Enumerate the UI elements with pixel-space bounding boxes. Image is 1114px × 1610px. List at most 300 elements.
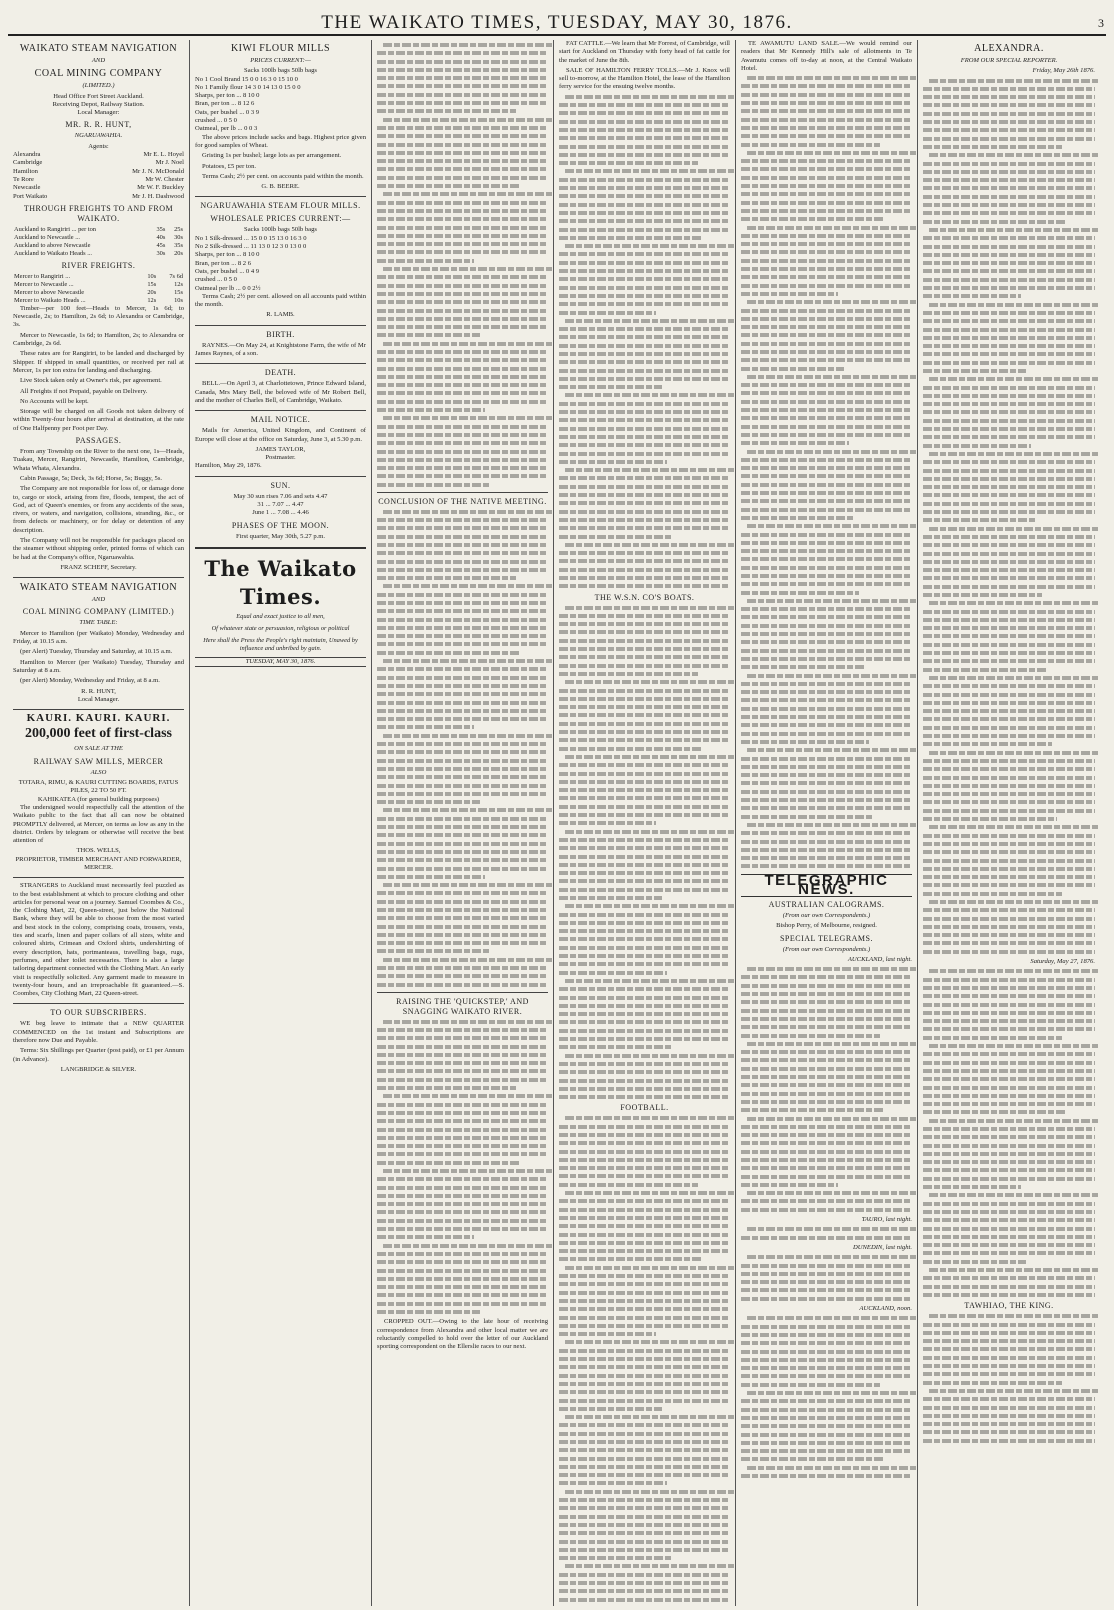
text-line bbox=[747, 1255, 918, 1259]
text-line bbox=[741, 773, 912, 777]
text-line bbox=[377, 1086, 516, 1090]
text-line bbox=[923, 1135, 1095, 1139]
text-line bbox=[377, 1061, 548, 1065]
text-line bbox=[559, 1199, 730, 1203]
ad-town: NGARUAWAHIA. bbox=[74, 132, 123, 140]
text-line bbox=[559, 1029, 730, 1033]
text-line bbox=[741, 1474, 912, 1478]
tawhiao-heading: TAWHIAO, THE KING. bbox=[964, 1301, 1054, 1311]
text-line bbox=[741, 1141, 912, 1145]
text-line bbox=[923, 859, 1095, 863]
text-line bbox=[923, 585, 1095, 589]
motto-verse: Here shall the Press the People's right maintain, Unawed by influence and unbribed by gain. bbox=[203, 636, 358, 652]
text-line bbox=[741, 1288, 912, 1292]
ferry-sale-note: SALE OF HAMILTON FERRY TOLLS.—Mr J. Knox will sell to-morrow, at the Hamilton Hotel, the lease of the Hamilton ferry service for the ensuing twelve months. bbox=[559, 66, 730, 91]
ngaruawahia-terms: Terms Cash; 2½ per cent. allowed on all accounts paid within the month. bbox=[195, 292, 366, 309]
kauri-sale: ON SALE AT THE bbox=[74, 745, 123, 753]
masthead bbox=[8, 6, 1106, 36]
text-line bbox=[741, 566, 912, 570]
text-line bbox=[923, 178, 1095, 182]
text-line bbox=[559, 518, 730, 522]
text-line bbox=[377, 1235, 474, 1239]
text-line bbox=[923, 1293, 1095, 1297]
bishop-note: Bishop Perry, of Melbourne, resigned. bbox=[776, 922, 877, 930]
timber-note-2: Mercer to Newcastle, 1s 6d; to Hamilton, 2s; to Alexandra or Cambridge, 2s 6d. bbox=[13, 331, 184, 348]
text-line bbox=[741, 665, 864, 669]
text-line bbox=[929, 228, 1100, 232]
text-line bbox=[923, 286, 1095, 290]
text-line bbox=[923, 1027, 1095, 1031]
text-line bbox=[923, 269, 1095, 273]
text-line bbox=[923, 186, 1095, 190]
text-line bbox=[377, 300, 548, 304]
text-line bbox=[559, 1257, 703, 1261]
text-line bbox=[377, 825, 548, 829]
text-line bbox=[923, 842, 1095, 846]
text-line bbox=[747, 823, 918, 827]
text-line bbox=[559, 1216, 730, 1220]
text-line bbox=[741, 1374, 912, 1378]
text-line bbox=[923, 817, 1057, 821]
text-line bbox=[747, 1191, 918, 1195]
death-notice: BELL.—On April 3, at Charlottetown, Prince Edward Island, Canada, Mrs Mary Bell, the beloved wife of Mr Robert Bell, and the mother of Charles Bell, of Cambridge, Waikato. bbox=[195, 380, 366, 404]
text-line bbox=[923, 726, 1095, 730]
column-5 bbox=[736, 40, 918, 1606]
text-line bbox=[741, 1108, 885, 1112]
text-line bbox=[923, 1102, 1095, 1106]
timetable-line: Hamilton to Mercer (per Waikato) Tuesday, Thursday and Saturday at 8 a.m. bbox=[13, 658, 184, 674]
text-line bbox=[741, 1416, 912, 1420]
text-line bbox=[923, 1251, 1095, 1255]
text-line bbox=[741, 723, 912, 727]
text-line bbox=[923, 1077, 1095, 1081]
kiwi-price-line: Sharps, per ton ... 8 10 0 bbox=[195, 92, 260, 100]
text-line bbox=[741, 1000, 912, 1004]
text-line bbox=[923, 994, 1095, 998]
text-line bbox=[741, 333, 912, 337]
text-line bbox=[559, 763, 730, 767]
text-line bbox=[923, 1347, 1095, 1351]
text-line bbox=[377, 568, 548, 572]
dateline: Friday, May 26th 1876. bbox=[1032, 67, 1095, 75]
ad2-heading: WAIKATO STEAM NAVIGATION bbox=[19, 582, 178, 594]
text-line bbox=[377, 1144, 548, 1148]
text-line bbox=[923, 211, 1095, 215]
text-line bbox=[741, 458, 912, 462]
text-line bbox=[559, 236, 703, 240]
ad2-and: AND bbox=[91, 596, 106, 604]
subscribers-terms: Terms: Six Shillings per Quarter (post paid), or £1 per Annum (in Advance). bbox=[13, 1047, 184, 1063]
text-line bbox=[559, 738, 730, 742]
text-line bbox=[741, 317, 912, 321]
ngaruawahia-sign: R. LAMB. bbox=[266, 311, 295, 319]
sun-line: 31 ... 7.07 ... 4.47 bbox=[257, 500, 304, 508]
text-line bbox=[741, 1449, 912, 1453]
text-line bbox=[741, 84, 912, 88]
table-row: Mercer to Waikato Heads ... 12s 10s bbox=[14, 296, 183, 304]
text-line bbox=[923, 668, 1047, 672]
text-line bbox=[383, 192, 554, 196]
local-news bbox=[559, 95, 730, 589]
text-line bbox=[377, 400, 548, 404]
text-line bbox=[559, 1390, 730, 1394]
text-line bbox=[565, 169, 736, 173]
text-line bbox=[923, 1069, 1095, 1073]
text-line bbox=[741, 582, 912, 586]
text-line bbox=[559, 772, 730, 776]
text-line bbox=[377, 1045, 548, 1049]
text-line bbox=[559, 335, 730, 339]
text-line bbox=[747, 375, 918, 379]
kiwi-terms: Terms Cash; 2½ per cent. on accounts paid within the month. bbox=[202, 172, 364, 180]
motto-line: Of whatever state or persuasion, religious or political bbox=[211, 624, 350, 632]
text-line bbox=[923, 1406, 1095, 1410]
text-line bbox=[559, 153, 730, 157]
text-line bbox=[741, 1083, 912, 1087]
text-line bbox=[741, 1341, 912, 1345]
storage-note: Storage will be charged on all Goods not taken delivery of within Twenty-four hours after arrival at destination, at the rate of One Halfpenny per Foot per Day. bbox=[13, 408, 184, 432]
ad-office: Head Office Fort Street Auckland. bbox=[53, 92, 144, 100]
text-line bbox=[559, 568, 730, 572]
text-line bbox=[377, 333, 480, 337]
text-line bbox=[741, 1183, 838, 1187]
raising-heading: RAISING THE 'QUICKSTEP,' AND SNAGGING WAIKATO RIVER. bbox=[396, 996, 529, 1016]
river-heading: RIVER FREIGHTS. bbox=[61, 260, 136, 270]
text-line bbox=[559, 1150, 730, 1154]
text-line bbox=[377, 1069, 548, 1073]
text-line bbox=[377, 184, 521, 188]
text-line bbox=[559, 1349, 730, 1353]
text-line bbox=[559, 888, 730, 892]
text-line bbox=[559, 655, 730, 659]
text-line bbox=[377, 676, 548, 680]
text-line bbox=[377, 201, 548, 205]
text-line bbox=[741, 176, 912, 180]
text-line bbox=[741, 184, 912, 188]
text-line bbox=[923, 1086, 1095, 1090]
text-line bbox=[565, 606, 736, 610]
text-line bbox=[929, 1193, 1100, 1197]
text-line bbox=[741, 815, 874, 819]
text-line bbox=[559, 1307, 730, 1311]
text-line bbox=[923, 784, 1095, 788]
liability-note: The Company are not responsible for loss of, or damage done to, cargo or stock, arising from fire, floods, tempest, the act of God, act of Queen's enemies, or from any accidents of the seas, rivers, or waters, and navigation, collisions, stranding, &c., or from defects or machinery, or for delay or detention of any description. bbox=[13, 485, 184, 534]
text-line bbox=[377, 1078, 548, 1082]
text-line bbox=[559, 551, 730, 555]
telegrams-body-4 bbox=[741, 1316, 912, 1478]
text-line bbox=[377, 1111, 548, 1115]
text-line bbox=[377, 1161, 521, 1165]
wholesale-line: No 1 Silk-dressed ... 15 0 0 15 13 0 16 3 0 bbox=[195, 234, 307, 242]
passages-heading: PASSAGES. bbox=[75, 436, 122, 446]
text-line bbox=[559, 145, 730, 149]
text-line bbox=[923, 1160, 1095, 1164]
alexandra-heading: ALEXANDRA. bbox=[974, 43, 1044, 54]
table-row: Auckland to Newcastle ... 40s 30s bbox=[14, 233, 183, 241]
text-line bbox=[559, 1037, 730, 1041]
text-line bbox=[923, 1202, 1095, 1206]
text-line bbox=[741, 1075, 912, 1079]
text-line bbox=[559, 526, 730, 530]
text-line bbox=[377, 1053, 548, 1057]
text-line bbox=[377, 535, 548, 539]
text-line bbox=[741, 690, 912, 694]
text-line bbox=[377, 1136, 548, 1140]
text-line bbox=[559, 327, 730, 331]
divider bbox=[195, 476, 366, 477]
text-line bbox=[923, 95, 1095, 99]
text-line bbox=[559, 1365, 730, 1369]
ngaruawahia-heading: NGARUAWAHIA STEAM FLOUR MILLS. bbox=[200, 201, 361, 211]
cabin-passage: Cabin Passage, 5s; Deck, 3s 6d; Horse, 5s; Buggy, 5s. bbox=[20, 474, 163, 482]
text-line bbox=[377, 626, 548, 630]
mail-sign: JAMES TAYLOR, bbox=[255, 445, 306, 453]
text-line bbox=[923, 618, 1095, 622]
text-line bbox=[923, 1061, 1095, 1065]
text-line bbox=[741, 1092, 912, 1096]
timetable-heading: TIME TABLE: bbox=[79, 619, 118, 627]
ad2-sign: R. R. HUNT, bbox=[81, 687, 116, 695]
text-line bbox=[741, 159, 912, 163]
timber-note: Timber—per 100 feet—Heads to Mercer, 1s 6d; to Newcastle, 2s; to Hamilton, 2s 6d; to Alexandra or Cambridge, 3s. bbox=[13, 304, 184, 329]
text-line bbox=[377, 68, 548, 72]
text-line bbox=[741, 840, 912, 844]
text-line bbox=[565, 904, 736, 908]
text-line bbox=[929, 1119, 1100, 1123]
text-line bbox=[741, 433, 912, 437]
text-line bbox=[377, 1194, 548, 1198]
text-line bbox=[377, 325, 548, 329]
kauri-heading: KAURI. KAURI. KAURI. bbox=[26, 712, 171, 725]
text-line bbox=[741, 1433, 912, 1437]
text-line bbox=[377, 234, 548, 238]
text-line bbox=[559, 855, 730, 859]
wholesale-line: Sharps, per ton ... 8 10 0 bbox=[195, 251, 260, 259]
text-line bbox=[923, 1285, 1095, 1289]
column-2 bbox=[190, 40, 372, 1606]
text-line bbox=[923, 1430, 1095, 1434]
kiwi-mills-heading: KIWI FLOUR MILLS bbox=[230, 43, 331, 54]
text-line bbox=[559, 1012, 730, 1016]
text-line bbox=[741, 350, 912, 354]
text-line bbox=[565, 1191, 736, 1195]
text-line bbox=[377, 391, 548, 395]
text-line bbox=[923, 427, 1095, 431]
text-line bbox=[741, 309, 912, 313]
text-line bbox=[923, 162, 1095, 166]
text-line bbox=[559, 971, 667, 975]
text-line bbox=[923, 552, 1095, 556]
text-line bbox=[377, 1210, 548, 1214]
text-line bbox=[559, 1020, 730, 1024]
text-line bbox=[923, 1036, 1062, 1040]
text-line bbox=[559, 1515, 730, 1519]
text-line bbox=[923, 908, 1095, 912]
columns bbox=[8, 40, 1106, 1606]
text-line bbox=[559, 476, 730, 480]
text-line bbox=[559, 614, 730, 618]
text-line bbox=[741, 591, 859, 595]
text-line bbox=[559, 228, 730, 232]
text-line bbox=[923, 195, 1095, 199]
text-line bbox=[923, 328, 1095, 332]
text-line bbox=[923, 1185, 1021, 1189]
text-line bbox=[383, 808, 554, 812]
text-line bbox=[377, 742, 548, 746]
text-line bbox=[559, 987, 730, 991]
col1-sign: LANGBRIDGE & SILVER. bbox=[60, 1065, 137, 1073]
text-line bbox=[923, 410, 1095, 414]
divider bbox=[377, 992, 548, 993]
text-line bbox=[377, 750, 548, 754]
text-line bbox=[747, 967, 918, 971]
text-line bbox=[923, 1276, 1095, 1280]
text-line bbox=[383, 958, 554, 962]
text-line bbox=[559, 1506, 730, 1510]
text-line bbox=[929, 1389, 1100, 1393]
ad-secretary: FRANZ SCHEFF, Secretary. bbox=[60, 563, 137, 571]
text-line bbox=[923, 1144, 1095, 1148]
potatoes: Potatoes, £5 per ton. bbox=[202, 162, 257, 170]
wholesale-line: Bran, per ton ... 8 2 6 bbox=[195, 259, 252, 267]
text-line bbox=[923, 1094, 1095, 1098]
text-line bbox=[559, 1070, 730, 1074]
text-line bbox=[741, 1133, 912, 1137]
kahikatea: KAHIKATEA (for general building purposes) bbox=[37, 795, 160, 803]
text-line bbox=[741, 1383, 880, 1387]
text-line bbox=[923, 1235, 1095, 1239]
text-line bbox=[565, 979, 736, 983]
text-line bbox=[923, 145, 1062, 149]
text-line bbox=[559, 219, 730, 223]
text-line bbox=[923, 776, 1095, 780]
conclusion-body bbox=[377, 510, 548, 987]
divider bbox=[13, 577, 184, 578]
text-line bbox=[559, 369, 730, 373]
text-line bbox=[377, 292, 548, 296]
text-line bbox=[923, 709, 1095, 713]
text-line bbox=[559, 1581, 730, 1585]
text-line bbox=[377, 609, 548, 613]
alexandra-body-2 bbox=[923, 969, 1095, 1297]
text-line bbox=[559, 1531, 730, 1535]
text-line bbox=[383, 659, 554, 663]
divider bbox=[195, 547, 366, 549]
text-line bbox=[741, 483, 912, 487]
newspaper-nameplate: The Waikato Times. bbox=[204, 555, 357, 609]
text-line bbox=[377, 701, 548, 705]
text-line bbox=[923, 1127, 1095, 1131]
text-line bbox=[559, 1448, 730, 1452]
text-line bbox=[741, 1199, 912, 1203]
text-line bbox=[923, 460, 1095, 464]
ad-manager-label: Local Manager: bbox=[77, 109, 120, 117]
text-line bbox=[559, 1141, 730, 1145]
text-line bbox=[923, 892, 1062, 896]
text-line bbox=[377, 684, 548, 688]
kiwi-price-line: Oats, per bushel ... 0 3 9 bbox=[195, 108, 260, 116]
text-line bbox=[559, 269, 730, 273]
text-line bbox=[377, 576, 516, 580]
text-line bbox=[741, 765, 912, 769]
text-line bbox=[741, 416, 912, 420]
text-line bbox=[923, 518, 1037, 522]
text-line bbox=[377, 526, 548, 530]
sun-line: June 1 ... 7.08 ... 4.46 bbox=[252, 509, 309, 517]
kiwi-price-line: No 1 Cool Brand 15 0 0 16 3 0 15 10 0 bbox=[195, 75, 298, 83]
text-line bbox=[559, 277, 730, 281]
text-line bbox=[559, 1598, 730, 1602]
text-line bbox=[929, 527, 1100, 531]
text-line bbox=[559, 1324, 730, 1328]
text-line bbox=[565, 1564, 736, 1568]
text-line bbox=[741, 781, 912, 785]
text-line bbox=[923, 978, 1095, 982]
text-line bbox=[923, 1052, 1095, 1056]
text-line bbox=[559, 730, 730, 734]
text-line bbox=[923, 1011, 1095, 1015]
text-line bbox=[741, 831, 912, 835]
text-line bbox=[741, 292, 838, 296]
special-heading: SPECIAL TELEGRAMS. bbox=[779, 933, 873, 943]
text-line bbox=[741, 1158, 912, 1162]
text-line bbox=[383, 1169, 554, 1173]
text-line bbox=[383, 267, 554, 271]
text-line bbox=[741, 391, 912, 395]
text-line bbox=[377, 309, 548, 313]
text-line bbox=[559, 128, 730, 132]
text-line bbox=[377, 842, 548, 846]
text-line bbox=[747, 524, 918, 528]
text-line bbox=[923, 1227, 1095, 1231]
text-line bbox=[565, 1266, 736, 1270]
text-line bbox=[377, 900, 548, 904]
text-line bbox=[741, 1236, 912, 1240]
text-line bbox=[741, 1025, 912, 1029]
text-line bbox=[383, 1094, 554, 1098]
text-line bbox=[741, 408, 912, 412]
text-line bbox=[923, 684, 1095, 688]
text-line bbox=[741, 1100, 912, 1104]
text-line bbox=[377, 259, 474, 263]
text-line bbox=[923, 1372, 1095, 1376]
text-line bbox=[559, 622, 730, 626]
text-line bbox=[923, 278, 1095, 282]
text-line bbox=[741, 242, 912, 246]
text-line bbox=[929, 825, 1100, 829]
text-line bbox=[923, 867, 1095, 871]
text-line bbox=[377, 441, 548, 445]
text-line bbox=[559, 937, 730, 941]
text-line bbox=[559, 838, 730, 842]
text-line bbox=[377, 1310, 480, 1314]
text-line bbox=[377, 1177, 548, 1181]
divider bbox=[195, 196, 366, 197]
text-line bbox=[377, 51, 548, 55]
text-line bbox=[923, 593, 1042, 597]
text-line bbox=[559, 1382, 730, 1386]
text-line bbox=[923, 1177, 1095, 1181]
text-line bbox=[741, 1058, 912, 1062]
text-line bbox=[565, 244, 736, 248]
text-line bbox=[747, 674, 918, 678]
text-line bbox=[565, 319, 736, 323]
text-line bbox=[559, 1274, 730, 1278]
timetable-line: (per Alert) Tuesday, Thursday and Saturday, at 10.15 a.m. bbox=[20, 648, 173, 656]
text-line bbox=[741, 1366, 912, 1370]
text-line bbox=[929, 900, 1100, 904]
text-line bbox=[377, 134, 548, 138]
